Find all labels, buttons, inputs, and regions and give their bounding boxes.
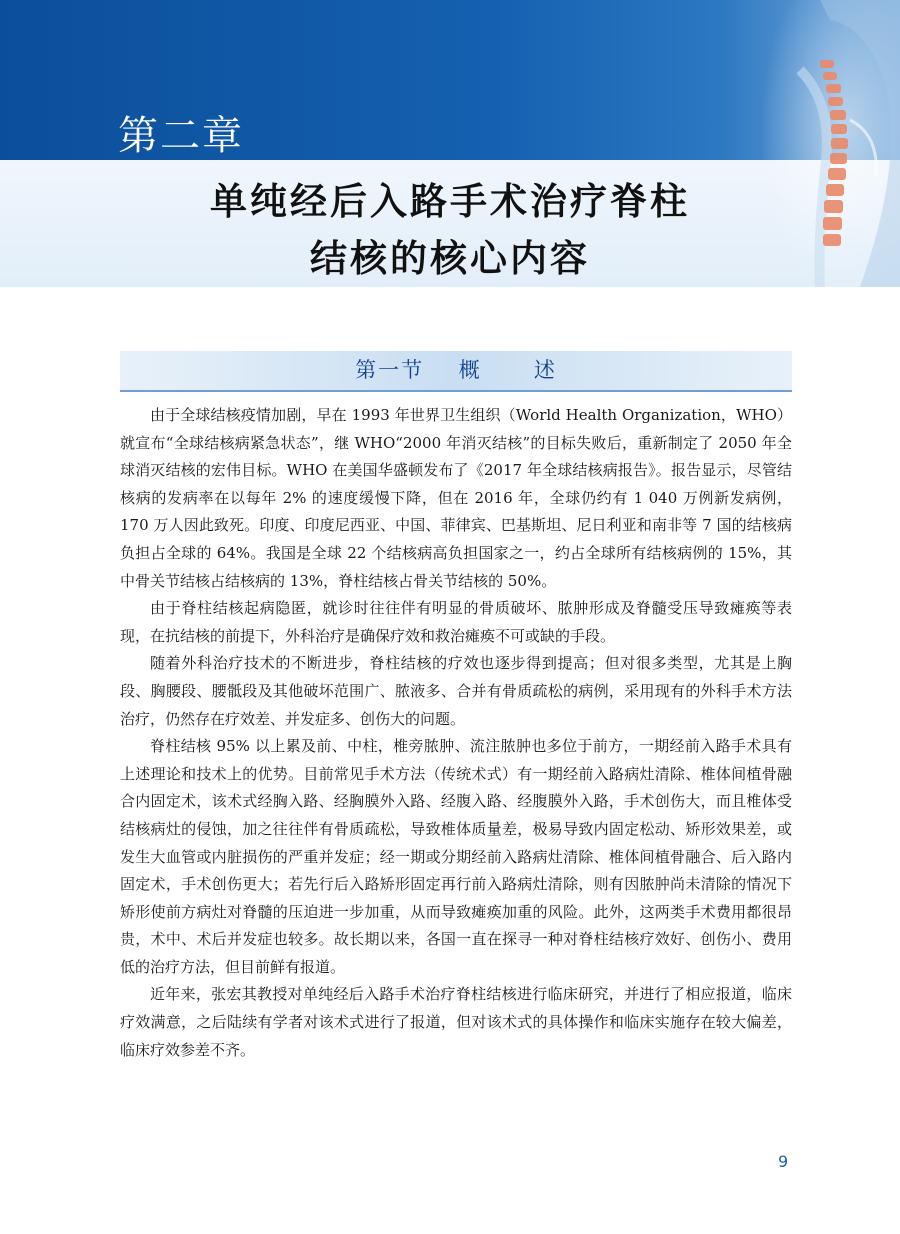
chapter-title <box>0 173 900 287</box>
chapter-banner <box>0 0 900 287</box>
paragraph: 脊柱结核 95% 以上累及前、中柱，椎旁脓肿、流注脓肿也多位于前方，一期经前入路手术具有上述理论和技术上的优势。目前常见手术方法（传统术式）有一期经前入路病灶清除、椎体间植骨融合内固定术，该术式经胸入路、经胸膜外入路、经腹入路、经腹膜外入路，手术创伤大，而且椎体受结核病灶的侵蚀，加之往往伴有骨质疏松，导致椎体质量差，极易导致内固定松动、矫形效果差，或发生大血管或内脏损伤的严重并发症；经一期或分期经前入路病灶清除、椎体间植骨融合、后入路内固定术，手术创伤更大；若先行后入路矫形固定再行前入路病灶清除，则有因脓肿尚未清除的情况下矫形使前方病灶对脊髓的压迫进一步加重，从而导致瘫痪加重的风险。此外，这两类手术费用都很昂贵，术中、术后并发症也较多。故长期以来，各国一直在探寻一种对脊柱结核疗效好、创伤小、费用低的治疗方法，但目前鲜有报道。 <box>120 737 792 976</box>
paragraph: 随着外科治疗技术的不断进步，脊柱结核的疗效也逐步得到提高；但对很多类型，尤其是上胸段、胸腰段、腰骶段及其他破坏范围广、脓液多、合并有骨质疏松的病例，采用现有的外科手术方法治疗，仍然存在疗效差、并发症多、创伤大的问题。 <box>120 654 792 728</box>
section-heading-bar <box>120 351 792 392</box>
paragraph: 由于脊柱结核起病隐匿，就诊时往往伴有明显的骨质破坏、脓肿形成及脊髓受压导致瘫痪等表现，在抗结核的前提下，外科治疗是确保疗效和救治瘫痪不可或缺的手段。 <box>120 599 792 645</box>
body-text <box>120 402 792 1064</box>
page-number: 9 <box>778 1152 789 1171</box>
chapter-label: 第二章 <box>118 113 244 159</box>
section-title: 第一节 概 述 <box>355 358 557 382</box>
chapter-title-line-2: 结核的核心内容 <box>310 237 590 280</box>
paragraph: 近年来，张宏其教授对单纯经后入路手术治疗脊柱结核进行临床研究，并进行了相应报道，临床疗效满意，之后陆续有学者对该术式进行了报道，但对该术式的具体操作和临床实施存在较大偏差，临床疗效参差不齐。 <box>120 985 792 1059</box>
paragraph: 由于全球结核疫情加剧，早在 1993 年世界卫生组织（World Health Organization，WHO）就宣布“全球结核病紧急状态”，继 WHO“2000 年消灭结核”的目标失败后，重新制定了 2050 年全球消灭结核的宏伟目标。WHO 在美国华盛顿发布了《2017 年全球结核病报告》。报告显示，尽管结核病的发病率在以每年 2% 的速度缓慢下降，但在 2016 年，全球仍约有 1 040 万例新发病例，170 万人因此致死。印度、印度尼西亚、中国、菲律宾、巴基斯坦、尼日利亚和南非等 7 国的结核病负担占全球的 64%。我国是全球 22 个结核病高负担国家之一，约占全球所有结核病例的 15%，其中骨关节结核占结核病的 13%，脊柱结核占骨关节结核的 50%。 <box>120 406 792 590</box>
chapter-title-line-1: 单纯经后入路手术治疗脊柱 <box>210 180 690 223</box>
